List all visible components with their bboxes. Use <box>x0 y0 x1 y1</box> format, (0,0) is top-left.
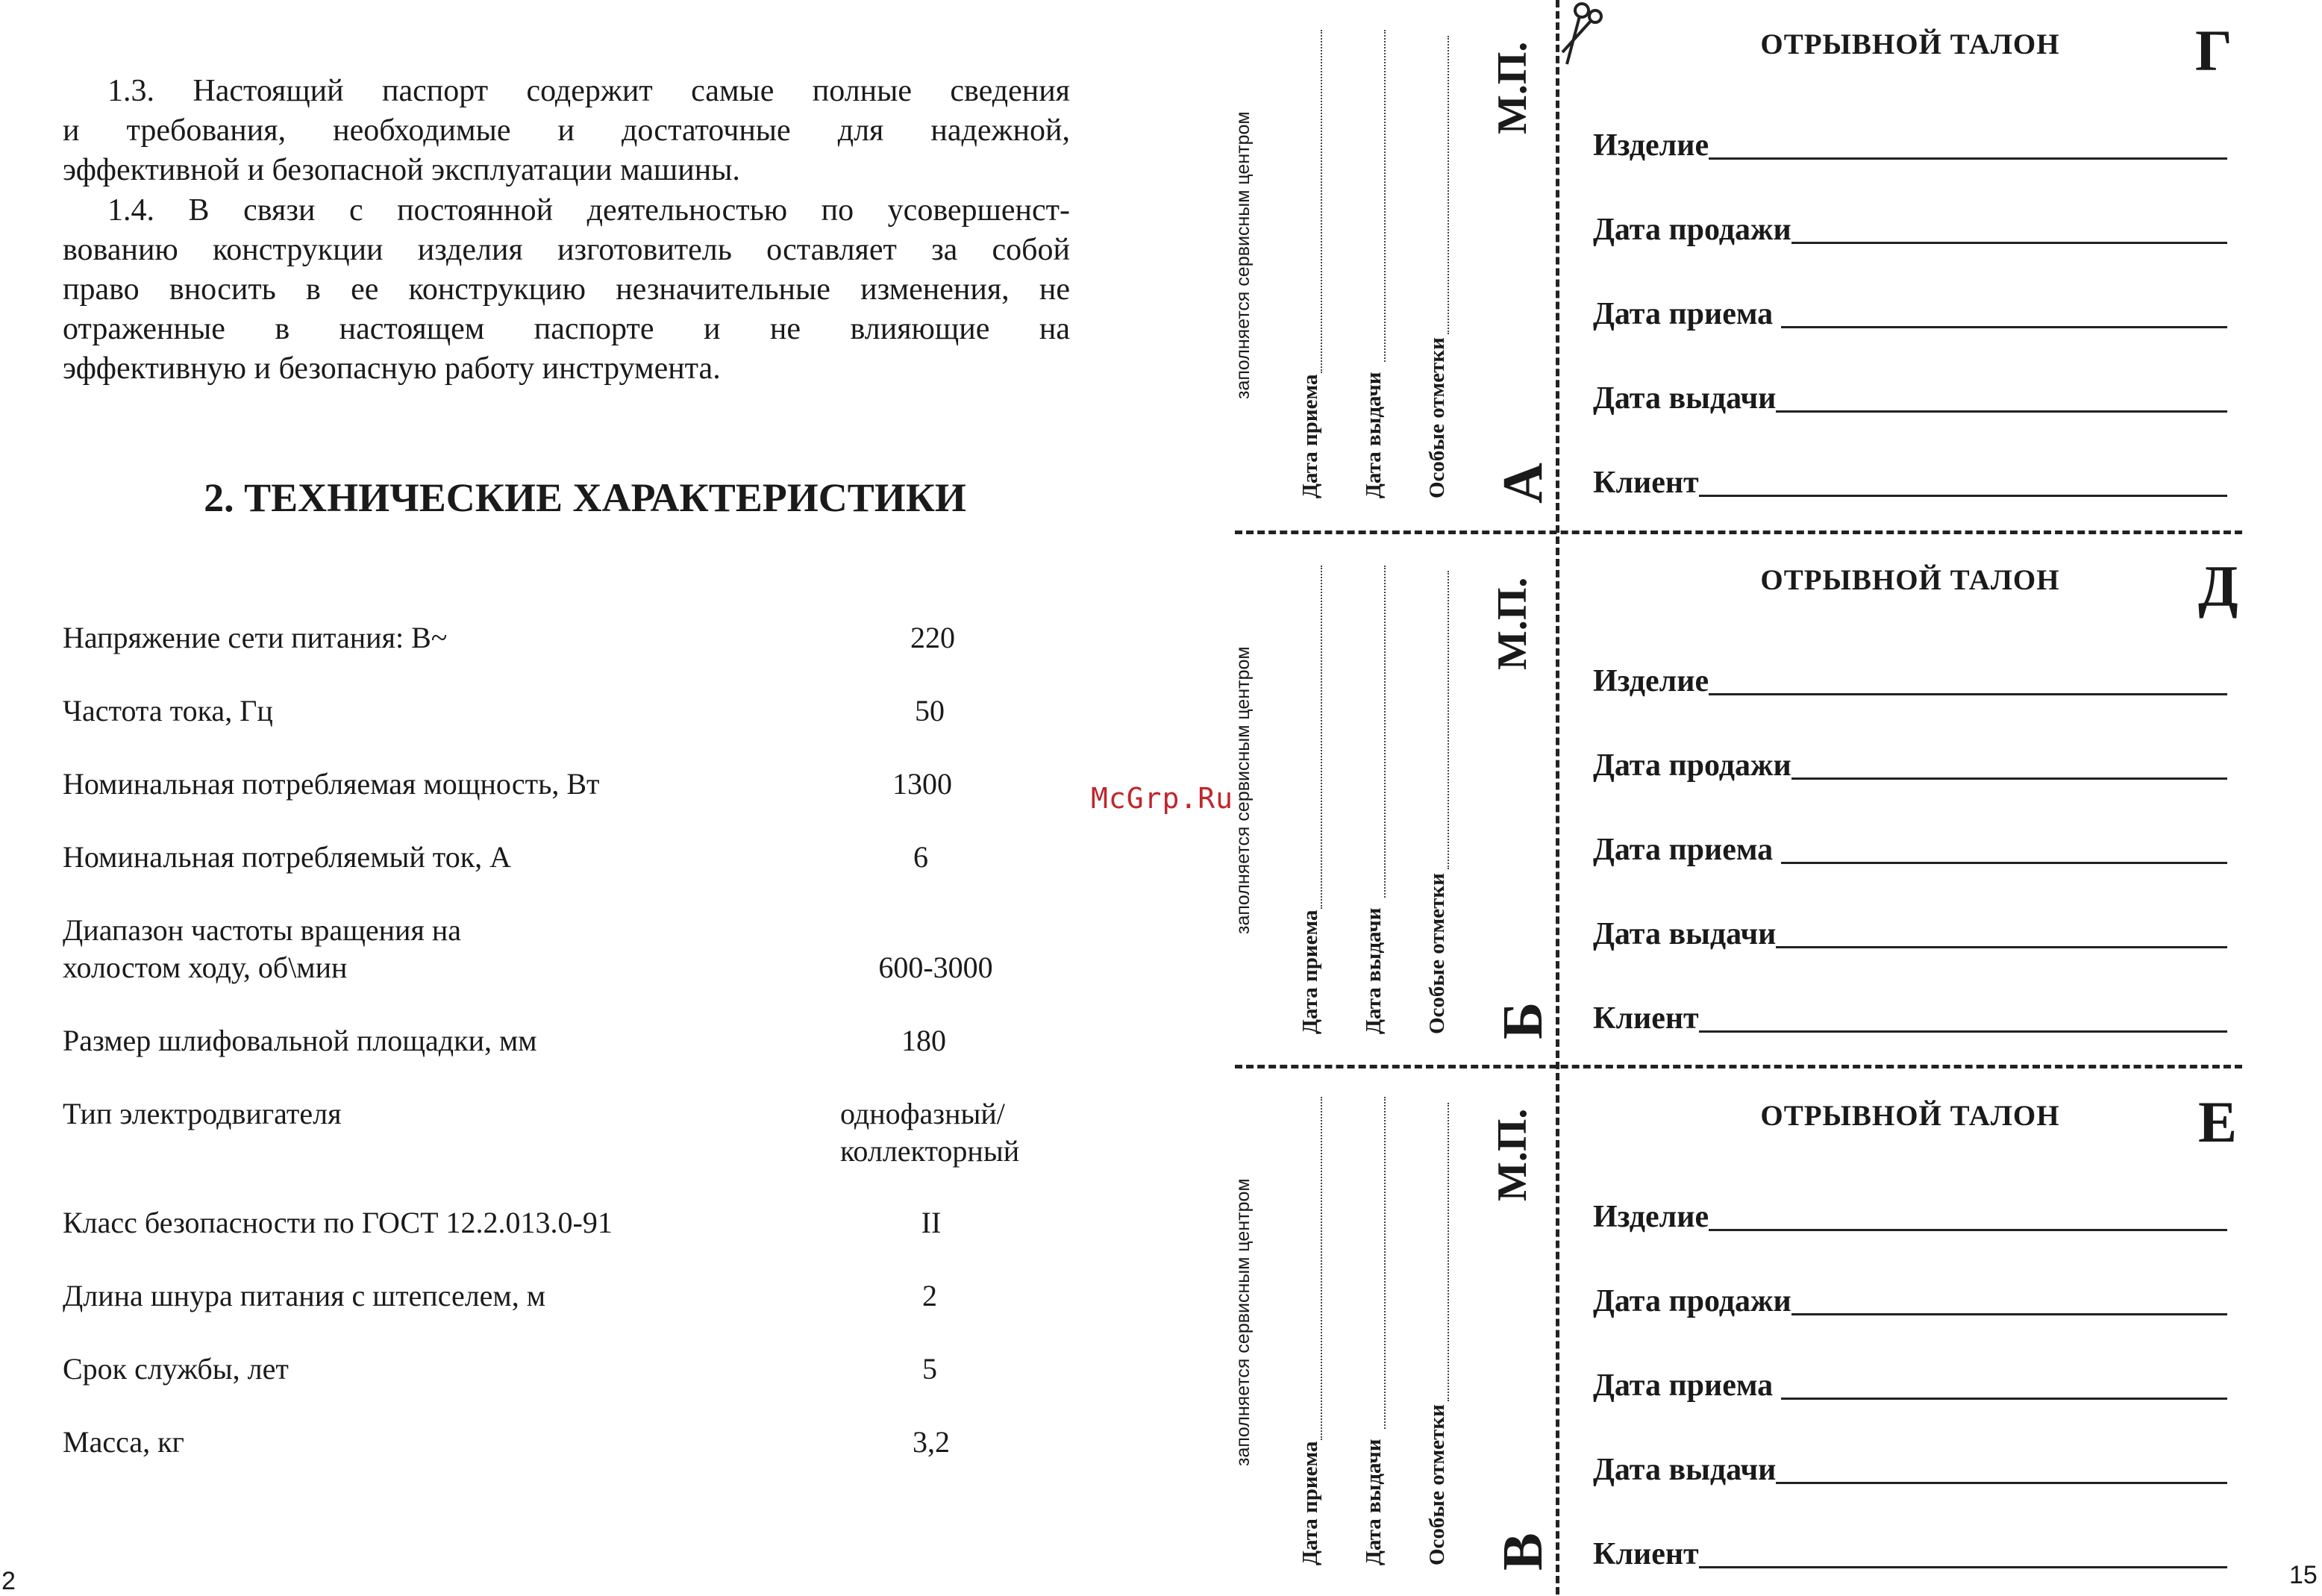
text-line: 1.3. Настоящий паспорт содержит самые полные сведения <box>107 74 1070 108</box>
coupon-title: ОТРЫВНОЙ ТАЛОН <box>1760 1100 2060 1132</box>
stub-letter: Б <box>1492 1001 1554 1039</box>
stub-special-notes-label: Особые отметки <box>1425 873 1449 1034</box>
field-label: Дата приема <box>1593 1368 1781 1403</box>
spec-value: 600-3000 <box>878 951 993 984</box>
field-label: Клиент <box>1593 1537 1699 1571</box>
text-line: эффективной и безопасной эксплуатации машины. <box>63 153 740 187</box>
stamp-label: М.П. <box>1489 1108 1536 1201</box>
fill-line <box>1709 1229 2227 1231</box>
fill-line <box>1709 157 2227 160</box>
fill-line <box>1321 30 1322 373</box>
coupon-letter: Д <box>2198 554 2238 619</box>
stub-date-received-label: Дата приема <box>1298 910 1322 1034</box>
stub-date-received-label: Дата приема <box>1298 374 1322 498</box>
spec-label: Тип электродвигателя <box>63 1097 342 1130</box>
coupon-letter: Е <box>2198 1089 2238 1154</box>
text-line: отраженные в настоящем паспорте и не влияющие на <box>63 312 1070 346</box>
fill-line <box>1791 242 2227 244</box>
field-label: Дата выдачи <box>1593 917 1777 951</box>
field-label: Дата продажи <box>1593 748 1791 783</box>
field-issue-date[interactable] <box>1593 378 2227 417</box>
fill-line <box>1781 1398 2227 1400</box>
fill-line <box>1321 566 1322 909</box>
field-receive-date[interactable] <box>1593 1365 2227 1404</box>
text-line: эффективную и безопасную работу инструмента. <box>63 351 721 386</box>
field-client[interactable] <box>1593 463 2227 501</box>
spec-label: Срок службы, лет <box>63 1352 289 1386</box>
horizontal-cut-line <box>1235 1065 2242 1068</box>
fill-line <box>1776 1482 2227 1484</box>
fill-line <box>1781 326 2227 328</box>
spec-label: Масса, кг <box>63 1425 184 1459</box>
spec-label: Класс безопасности по ГОСТ 12.2.013.0-91 <box>63 1206 613 1239</box>
field-client[interactable] <box>1593 1534 2227 1573</box>
stub-special-notes-label: Особые отметки <box>1425 1404 1449 1565</box>
field-label: Клиент <box>1593 466 1699 500</box>
watermark: McGrp.Ru <box>1091 782 1234 815</box>
spec-value: 5 <box>922 1352 937 1386</box>
stub-date-issued-label: Дата выдачи <box>1362 372 1386 498</box>
spec-label: Длина шнура питания с штепселем, м <box>63 1279 546 1312</box>
fill-line <box>1709 693 2227 695</box>
field-product[interactable] <box>1593 661 2227 700</box>
coupon-letter: Г <box>2195 18 2232 83</box>
spec-label: Напряжение сети питания: В~ <box>63 621 448 654</box>
field-label: Клиент <box>1593 1001 1699 1036</box>
fill-line <box>1321 1097 1322 1440</box>
spec-value: 1300 <box>892 767 952 801</box>
spec-value: 180 <box>901 1024 946 1057</box>
stub-letter: В <box>1492 1533 1554 1571</box>
fill-line <box>1448 36 1449 334</box>
spec-label: Номинальная потребляемый ток, А <box>63 840 512 874</box>
spec-value-line: однофазный/ <box>840 1097 1005 1130</box>
stub-date-received-label: Дата приема <box>1298 1441 1322 1565</box>
field-sale-date[interactable] <box>1593 210 2227 248</box>
spec-label-line: Диапазон частоты вращения на <box>63 913 462 947</box>
spec-label: Размер шлифовальной площадки, мм <box>63 1024 537 1057</box>
fill-line <box>1699 1566 2227 1568</box>
section-title: 2. ТЕХНИЧЕСКИЕ ХАРАКТЕРИСТИКИ <box>204 475 966 520</box>
fill-line <box>1699 1030 2227 1033</box>
spec-label-line: холостом ходу, об\мин <box>63 951 348 984</box>
fill-line <box>1384 30 1386 362</box>
fill-line <box>1776 946 2227 948</box>
field-receive-date[interactable] <box>1593 830 2227 869</box>
spec-value: 6 <box>913 840 928 874</box>
spec-label: Номинальная потребляемая мощность, Вт <box>63 767 600 801</box>
stub-filled-by-label: заполняется сервисным центром <box>1233 646 1254 934</box>
stub-filled-by-label: заполняется сервисным центром <box>1233 111 1254 399</box>
stamp-label: М.П. <box>1489 41 1536 134</box>
fill-line <box>1448 1103 1449 1401</box>
spec-value: 2 <box>922 1279 937 1312</box>
horizontal-cut-line <box>1235 531 2242 534</box>
fill-line <box>1791 777 2227 780</box>
spec-value: 220 <box>910 621 955 654</box>
spec-value-line: коллекторный <box>840 1134 1020 1168</box>
coupon-title: ОТРЫВНОЙ ТАЛОН <box>1760 564 2060 596</box>
field-issue-date[interactable] <box>1593 1450 2227 1489</box>
field-label: Дата приема <box>1593 833 1781 867</box>
stamp-label: М.П. <box>1489 577 1536 670</box>
stub-date-issued-label: Дата выдачи <box>1362 907 1386 1034</box>
spec-value: 3,2 <box>913 1425 950 1459</box>
fill-line <box>1384 566 1386 898</box>
field-label: Дата выдачи <box>1593 381 1777 416</box>
fill-line <box>1781 862 2227 864</box>
spec-value <box>840 1095 1064 1170</box>
stub-letter: А <box>1492 463 1554 504</box>
page-number-left: 2 <box>1 1567 16 1595</box>
stub-special-notes-label: Особые отметки <box>1425 337 1449 498</box>
field-sale-date[interactable] <box>1593 1281 2227 1320</box>
stub-date-issued-label: Дата выдачи <box>1362 1439 1386 1565</box>
coupon-title: ОТРЫВНОЙ ТАЛОН <box>1760 28 2060 60</box>
fill-line <box>1791 1313 2227 1315</box>
text-line: 1.4. В связи с постоянной деятельностью по усовершенст- <box>107 193 1070 228</box>
field-label: Изделие <box>1593 664 1709 698</box>
field-client[interactable] <box>1593 998 2227 1037</box>
fill-line <box>1384 1097 1386 1429</box>
fill-line <box>1448 571 1449 869</box>
field-product[interactable] <box>1593 125 2227 164</box>
spec-label <box>63 912 846 986</box>
field-sale-date[interactable] <box>1593 745 2227 784</box>
spec-value: II <box>921 1206 942 1239</box>
fill-line <box>1776 410 2227 413</box>
field-label: Дата приема <box>1593 297 1781 331</box>
field-label: Дата продажи <box>1593 213 1791 247</box>
spec-label: Частота тока, Гц <box>63 694 273 727</box>
field-label: Дата продажи <box>1593 1284 1791 1318</box>
paragraph-1-3 <box>63 72 1070 190</box>
paragraph-1-4 <box>63 191 1070 389</box>
field-label: Изделие <box>1593 1200 1709 1234</box>
spec-value: 50 <box>915 694 945 727</box>
field-issue-date[interactable] <box>1593 914 2227 953</box>
text-line: и требования, необходимые и достаточные для надежной, <box>63 113 1070 148</box>
field-label: Дата выдачи <box>1593 1453 1777 1487</box>
field-label: Изделие <box>1593 128 1709 163</box>
vertical-cut-line <box>1556 0 1559 1595</box>
page-number-right: 15 <box>2289 1561 2318 1589</box>
text-line: право вносить в ее конструкцию незначительные изменения, не <box>63 272 1070 307</box>
field-product[interactable] <box>1593 1197 2227 1236</box>
scissors-icon <box>1552 0 1604 67</box>
text-line: вованию конструкции изделия изготовитель оставляет за собой <box>63 233 1070 267</box>
field-receive-date[interactable] <box>1593 294 2227 333</box>
stub-filled-by-label: заполняется сервисным центром <box>1233 1178 1254 1466</box>
fill-line <box>1699 495 2227 497</box>
